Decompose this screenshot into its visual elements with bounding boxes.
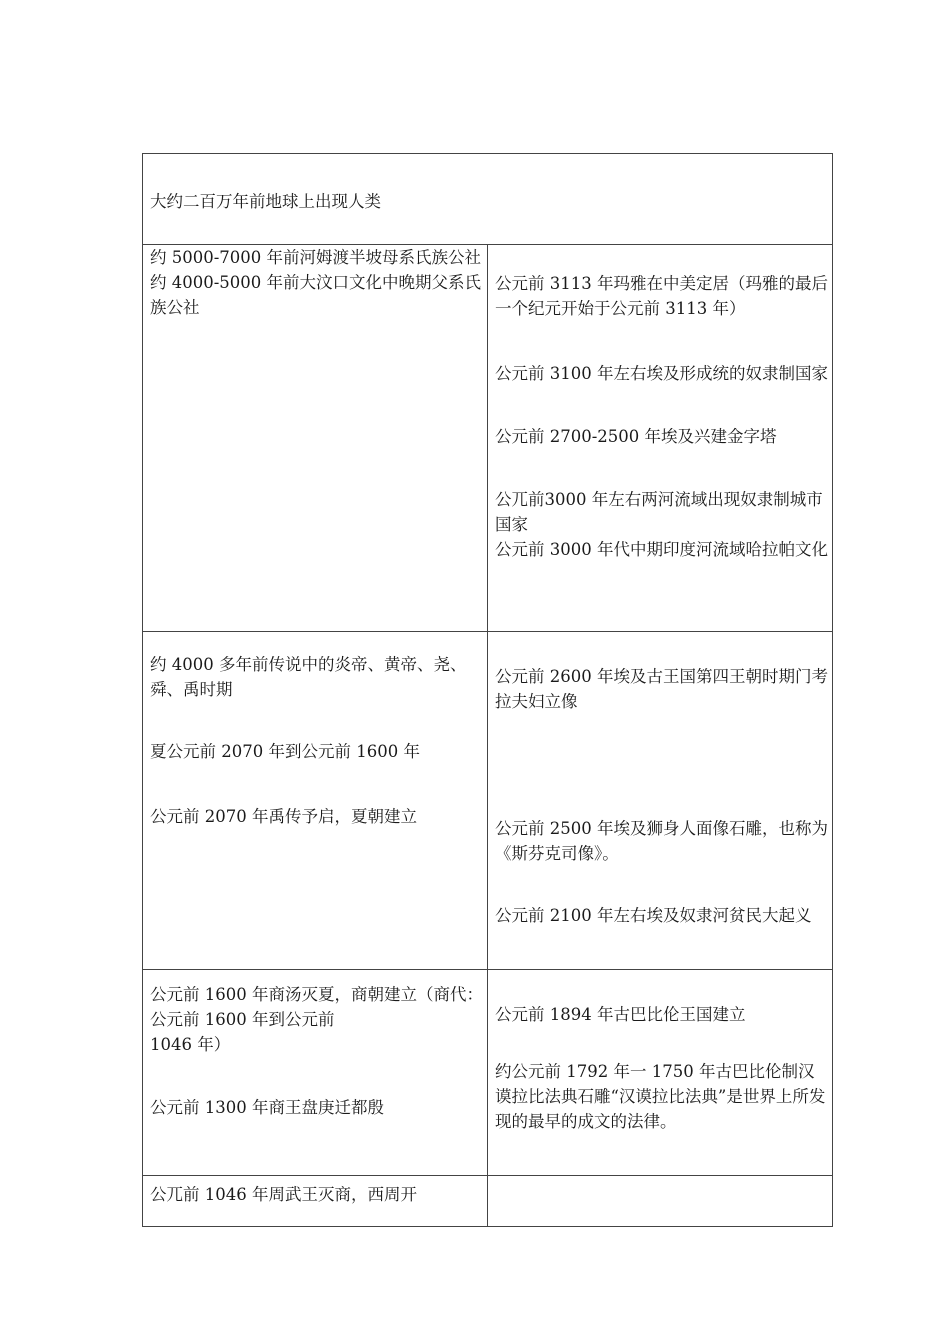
header-cell — [143, 154, 833, 245]
table-row — [143, 245, 833, 632]
header-text: 大约二百万年前地球上出现人类 — [150, 192, 381, 211]
china-entry: 夏公元前 2070 年到公元前 1600 年 — [150, 742, 420, 761]
table-row — [143, 1176, 833, 1227]
china-cell — [143, 970, 488, 1176]
table-row — [143, 632, 833, 970]
world-entry: 公元前 3000 年代中期印度河流域哈拉帕文化 — [495, 540, 828, 559]
table-row — [143, 970, 833, 1176]
table-row-header — [143, 154, 833, 245]
world-cell — [488, 632, 833, 970]
world-entry: 公元前 3113 年玛雅在中美定居（玛雅的最后一个纪元开始于公元前 3113 年） — [495, 274, 828, 318]
china-entry: 公元前 1600 年商汤灭夏，商朝建立（商代：公元前 1600 年到公元前 1046 年） — [150, 985, 483, 1054]
world-entry: 公元前 2500 年埃及狮身人面像石雕，也称为《斯芬克司像》。 — [495, 819, 828, 863]
world-entry: 公元前 2700-2500 年埃及兴建金字塔 — [495, 427, 777, 446]
china-entry: 公元前 1300 年商王盘庚迁都殷 — [150, 1098, 384, 1117]
world-entry: 公元前 3100 年左右埃及形成统的奴隶制国家 — [495, 364, 828, 383]
world-entry: 公兀前3000 年左右两河流域出现奴隶制城市国家 — [495, 490, 823, 534]
world-entry: 约公元前 1792 年一 1750 年古巴比伦制汉谟拉比法典石雕“汉谟拉比法典”是世界上所发现的最早的成文的法律。 — [495, 1062, 826, 1131]
china-entry: 公元前 2070 年禹传予启，夏朝建立 — [150, 807, 417, 826]
china-cell — [143, 1176, 488, 1227]
china-entry: 约 4000 多年前传说中的炎帝、黄帝、尧、舜、禹时期 — [150, 655, 467, 699]
china-cell — [143, 245, 488, 632]
china-entry: 公兀前 1046 年周武王灭商，西周开 — [150, 1185, 417, 1204]
china-entry: 约 4000-5000 年前大汶口文化中晚期父系氏族公社 — [150, 273, 482, 317]
world-entry: 公元前 2600 年埃及古王国第四王朝时期门考拉夫妇立像 — [495, 667, 828, 711]
world-cell-empty — [488, 1176, 833, 1227]
world-cell — [488, 245, 833, 632]
world-entry: 公元前 1894 年古巴比伦王国建立 — [495, 1005, 746, 1024]
china-cell — [143, 632, 488, 970]
china-entry: 约 5000-7000 年前河姆渡半坡母系氏族公社 — [150, 248, 482, 267]
history-timeline-table — [142, 153, 833, 1227]
world-cell — [488, 970, 833, 1176]
world-entry: 公元前 2100 年左右埃及奴隶河贫民大起义 — [495, 906, 812, 925]
